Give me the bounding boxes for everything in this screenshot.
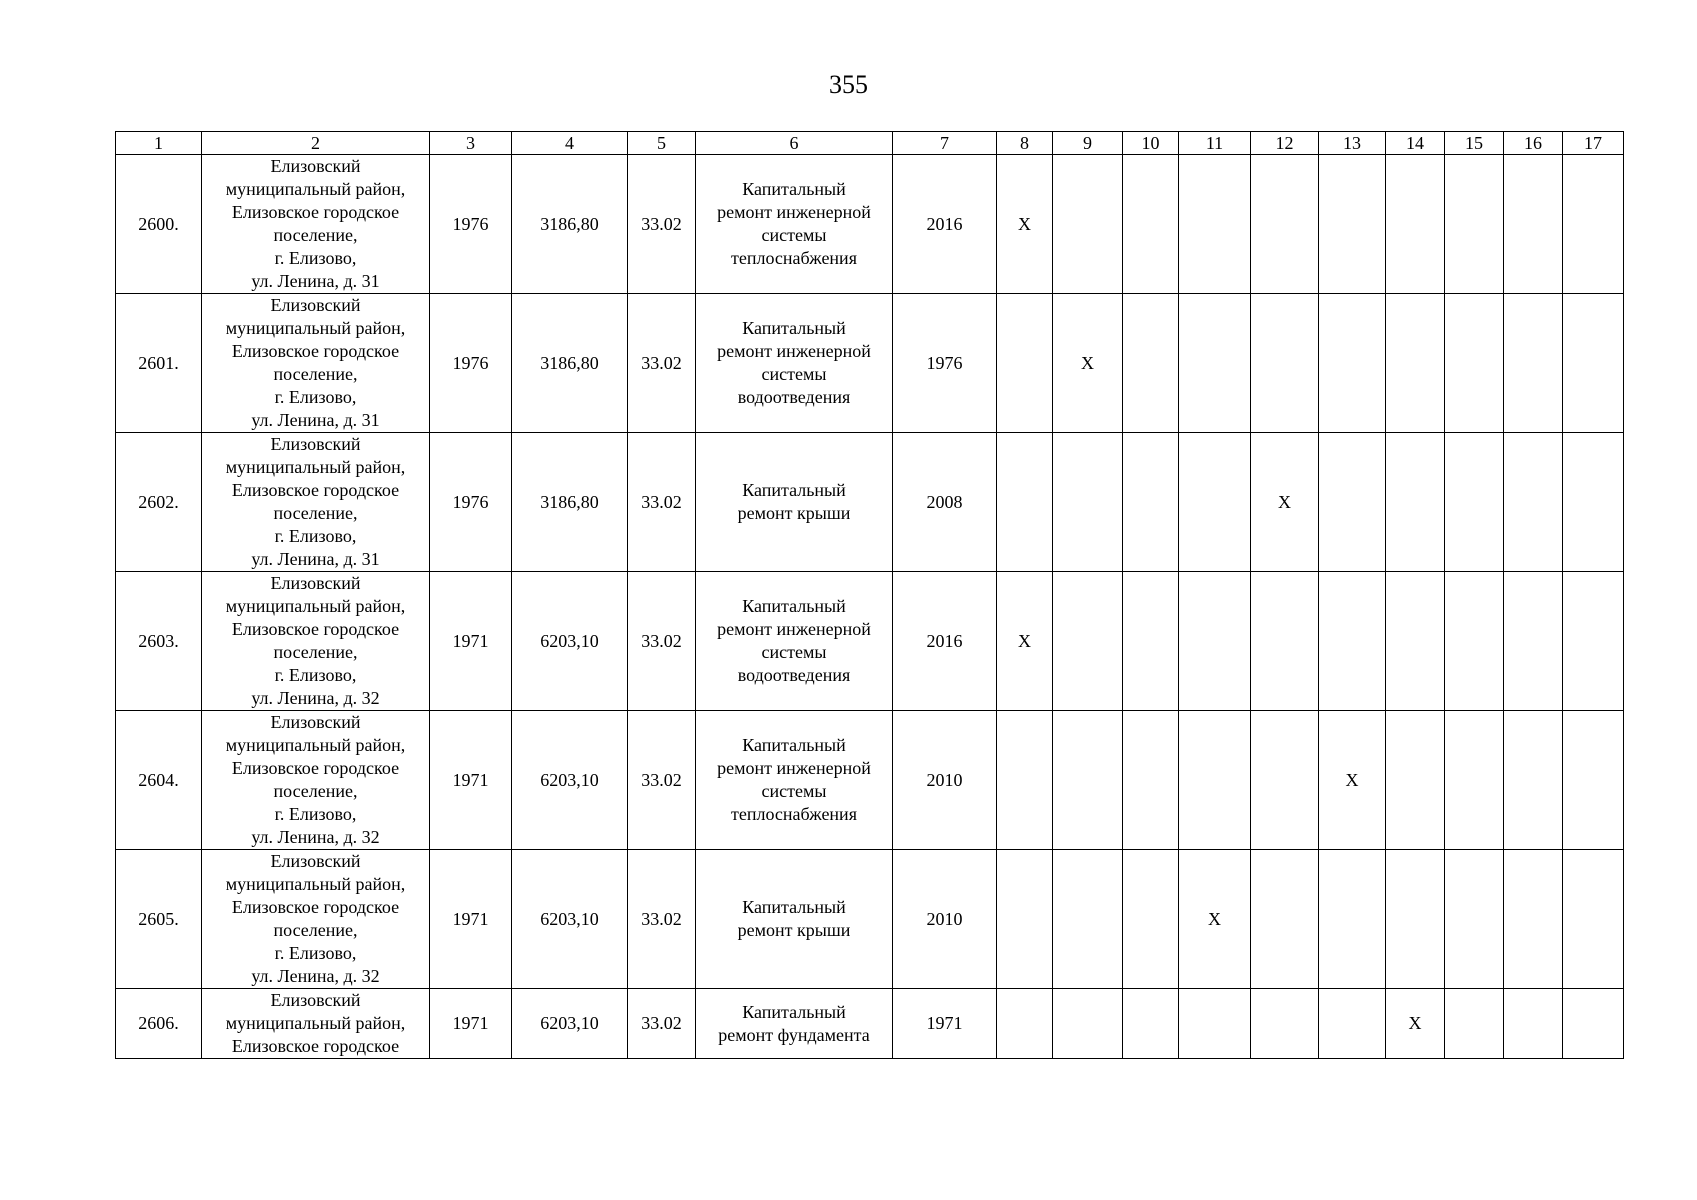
period-mark-cell	[1563, 711, 1624, 850]
period-mark-cell: X	[1179, 850, 1251, 989]
period-mark-cell	[1053, 155, 1123, 294]
period-mark-cell	[997, 989, 1053, 1059]
period-mark-cell	[1251, 711, 1319, 850]
column-header-cell: 7	[893, 132, 997, 155]
last-repair-year-cell: 2010	[893, 711, 997, 850]
column-header-cell: 13	[1319, 132, 1386, 155]
work-type-cell: Капитальный ремонт инженерной системы теплоснабжения	[696, 711, 893, 850]
page-number: 355	[829, 70, 868, 99]
period-mark-cell	[1504, 572, 1563, 711]
last-repair-year-cell: 1971	[893, 989, 997, 1059]
period-mark-cell	[1504, 294, 1563, 433]
year-built-cell: 1976	[430, 294, 512, 433]
area-cell: 6203,10	[512, 572, 628, 711]
period-mark-cell	[1123, 711, 1179, 850]
period-mark-cell	[997, 711, 1053, 850]
period-mark-cell	[1563, 155, 1624, 294]
work-type-cell: Капитальный ремонт крыши	[696, 433, 893, 572]
area-cell: 3186,80	[512, 433, 628, 572]
period-mark-cell	[1179, 572, 1251, 711]
period-mark-cell: X	[997, 572, 1053, 711]
period-mark-cell	[1123, 850, 1179, 989]
row-number-cell: 2602.	[116, 433, 202, 572]
period-mark-cell: X	[1053, 294, 1123, 433]
last-repair-year-cell: 2016	[893, 572, 997, 711]
period-mark-cell	[1445, 850, 1504, 989]
code-cell: 33.02	[628, 155, 696, 294]
period-mark-cell	[1053, 433, 1123, 572]
row-number-cell: 2601.	[116, 294, 202, 433]
address-cell: Елизовский муниципальный район, Елизовское городское	[202, 989, 430, 1059]
column-header-cell: 12	[1251, 132, 1319, 155]
address-cell: Елизовский муниципальный район, Елизовское городское поселение, г. Елизово, ул. Ленина, д. 32	[202, 850, 430, 989]
last-repair-year-cell: 1976	[893, 294, 997, 433]
period-mark-cell	[1386, 294, 1445, 433]
year-built-cell: 1971	[430, 711, 512, 850]
period-mark-cell	[1251, 294, 1319, 433]
period-mark-cell	[1123, 433, 1179, 572]
code-cell: 33.02	[628, 572, 696, 711]
code-cell: 33.02	[628, 850, 696, 989]
row-number-cell: 2603.	[116, 572, 202, 711]
period-mark-cell	[1445, 155, 1504, 294]
period-mark-cell	[1386, 850, 1445, 989]
column-header-cell: 2	[202, 132, 430, 155]
period-mark-cell: X	[1251, 433, 1319, 572]
column-header-cell: 16	[1504, 132, 1563, 155]
period-mark-cell	[1251, 989, 1319, 1059]
work-type-cell: Капитальный ремонт фундамента	[696, 989, 893, 1059]
work-type-cell: Капитальный ремонт инженерной системы теплоснабжения	[696, 155, 893, 294]
column-header-cell: 5	[628, 132, 696, 155]
column-header-cell: 6	[696, 132, 893, 155]
period-mark-cell: X	[1386, 989, 1445, 1059]
period-mark-cell	[1386, 711, 1445, 850]
period-mark-cell	[1319, 989, 1386, 1059]
work-type-cell: Капитальный ремонт крыши	[696, 850, 893, 989]
period-mark-cell	[1504, 155, 1563, 294]
table-row	[116, 433, 1624, 572]
column-header-cell: 14	[1386, 132, 1445, 155]
column-header-cell: 4	[512, 132, 628, 155]
period-mark-cell	[1123, 989, 1179, 1059]
period-mark-cell	[1504, 850, 1563, 989]
period-mark-cell	[1563, 433, 1624, 572]
period-mark-cell	[997, 850, 1053, 989]
period-mark-cell	[1123, 155, 1179, 294]
period-mark-cell	[1179, 433, 1251, 572]
period-mark-cell	[1504, 433, 1563, 572]
period-mark-cell	[1504, 989, 1563, 1059]
year-built-cell: 1971	[430, 850, 512, 989]
column-header-cell: 17	[1563, 132, 1624, 155]
period-mark-cell	[1445, 989, 1504, 1059]
column-header-cell: 10	[1123, 132, 1179, 155]
year-built-cell: 1976	[430, 433, 512, 572]
table-row	[116, 155, 1624, 294]
period-mark-cell	[1445, 572, 1504, 711]
period-mark-cell	[1319, 294, 1386, 433]
table-row	[116, 850, 1624, 989]
period-mark-cell: X	[1319, 711, 1386, 850]
last-repair-year-cell: 2008	[893, 433, 997, 572]
year-built-cell: 1971	[430, 989, 512, 1059]
period-mark-cell	[1251, 572, 1319, 711]
row-number-cell: 2605.	[116, 850, 202, 989]
period-mark-cell	[1053, 572, 1123, 711]
period-mark-cell: X	[997, 155, 1053, 294]
period-mark-cell	[1179, 711, 1251, 850]
period-mark-cell	[997, 294, 1053, 433]
period-mark-cell	[1563, 850, 1624, 989]
period-mark-cell	[1445, 433, 1504, 572]
address-cell: Елизовский муниципальный район, Елизовское городское поселение, г. Елизово, ул. Ленина, д. 31	[202, 155, 430, 294]
period-mark-cell	[1251, 850, 1319, 989]
period-mark-cell	[1319, 850, 1386, 989]
repair-registry-table	[115, 131, 1624, 1059]
period-mark-cell	[1319, 572, 1386, 711]
area-cell: 6203,10	[512, 711, 628, 850]
period-mark-cell	[1179, 989, 1251, 1059]
column-header-cell: 11	[1179, 132, 1251, 155]
period-mark-cell	[1179, 155, 1251, 294]
period-mark-cell	[1123, 294, 1179, 433]
table-row	[116, 989, 1624, 1059]
column-header-cell: 3	[430, 132, 512, 155]
period-mark-cell	[1563, 294, 1624, 433]
period-mark-cell	[1386, 572, 1445, 711]
area-cell: 3186,80	[512, 294, 628, 433]
area-cell: 6203,10	[512, 850, 628, 989]
period-mark-cell	[1123, 572, 1179, 711]
row-number-cell: 2600.	[116, 155, 202, 294]
period-mark-cell	[1563, 572, 1624, 711]
column-header-cell: 15	[1445, 132, 1504, 155]
last-repair-year-cell: 2010	[893, 850, 997, 989]
work-type-cell: Капитальный ремонт инженерной системы водоотведения	[696, 294, 893, 433]
year-built-cell: 1976	[430, 155, 512, 294]
code-cell: 33.02	[628, 989, 696, 1059]
column-header-cell: 1	[116, 132, 202, 155]
address-cell: Елизовский муниципальный район, Елизовское городское поселение, г. Елизово, ул. Ленина, д. 31	[202, 294, 430, 433]
address-cell: Елизовский муниципальный район, Елизовское городское поселение, г. Елизово, ул. Ленина, д. 31	[202, 433, 430, 572]
column-header-cell: 9	[1053, 132, 1123, 155]
period-mark-cell	[1445, 294, 1504, 433]
period-mark-cell	[1319, 155, 1386, 294]
period-mark-cell	[1053, 711, 1123, 850]
period-mark-cell	[1445, 711, 1504, 850]
code-cell: 33.02	[628, 433, 696, 572]
period-mark-cell	[1319, 433, 1386, 572]
year-built-cell: 1971	[430, 572, 512, 711]
address-cell: Елизовский муниципальный район, Елизовское городское поселение, г. Елизово, ул. Ленина, д. 32	[202, 711, 430, 850]
work-type-cell: Капитальный ремонт инженерной системы водоотведения	[696, 572, 893, 711]
period-mark-cell	[1053, 850, 1123, 989]
period-mark-cell	[1563, 989, 1624, 1059]
period-mark-cell	[1386, 433, 1445, 572]
area-cell: 6203,10	[512, 989, 628, 1059]
code-cell: 33.02	[628, 711, 696, 850]
table-row	[116, 711, 1624, 850]
table-row	[116, 294, 1624, 433]
table-row	[116, 572, 1624, 711]
address-cell: Елизовский муниципальный район, Елизовское городское поселение, г. Елизово, ул. Ленина, д. 32	[202, 572, 430, 711]
column-number-header-row	[116, 132, 1624, 155]
period-mark-cell	[1504, 711, 1563, 850]
period-mark-cell	[1053, 989, 1123, 1059]
code-cell: 33.02	[628, 294, 696, 433]
period-mark-cell	[1251, 155, 1319, 294]
period-mark-cell	[997, 433, 1053, 572]
period-mark-cell	[1386, 155, 1445, 294]
column-header-cell: 8	[997, 132, 1053, 155]
last-repair-year-cell: 2016	[893, 155, 997, 294]
area-cell: 3186,80	[512, 155, 628, 294]
period-mark-cell	[1179, 294, 1251, 433]
row-number-cell: 2604.	[116, 711, 202, 850]
row-number-cell: 2606.	[116, 989, 202, 1059]
